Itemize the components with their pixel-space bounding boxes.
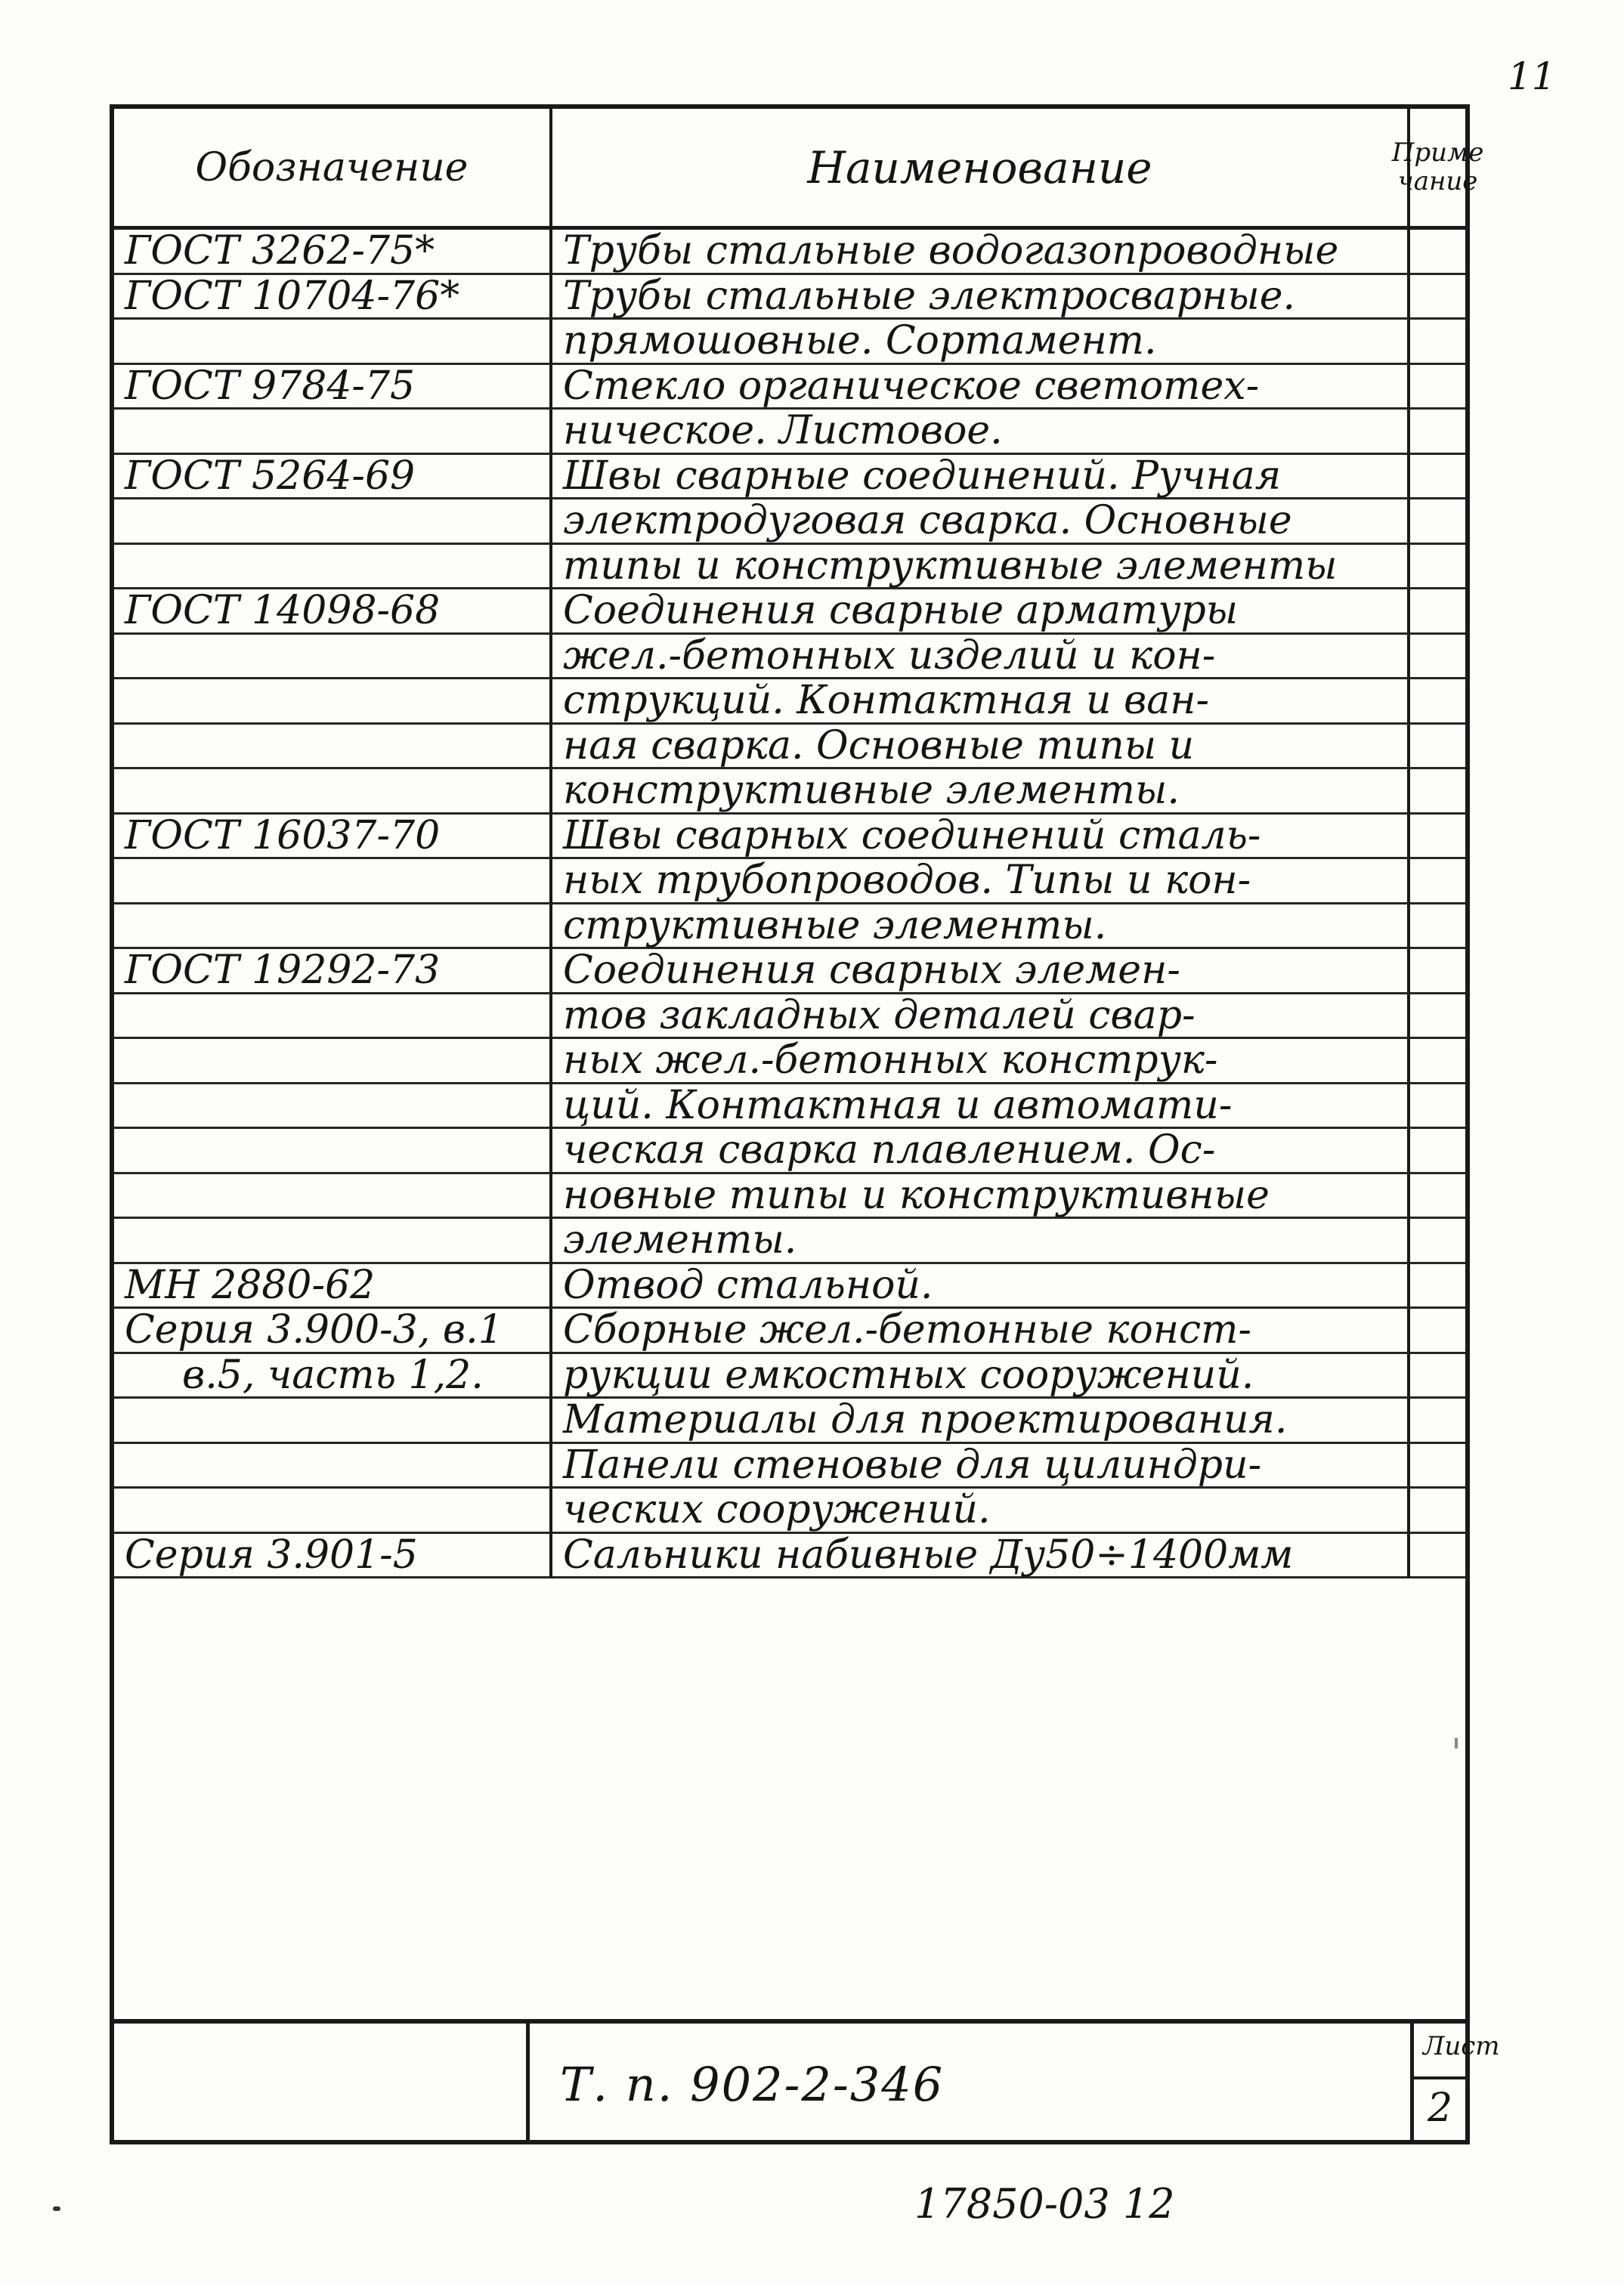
row-name: Сальники набивные Ду50÷1400мм [552, 1534, 1410, 1579]
row-designation: ГОСТ 5264-69 [114, 455, 552, 500]
row-note [1410, 859, 1465, 904]
row-designation [114, 1444, 552, 1489]
row-designation [114, 904, 552, 950]
row-designation [114, 1039, 552, 1084]
row-note [1410, 365, 1465, 410]
row-name: ных трубопроводов. Типы и кон- [552, 859, 1410, 904]
row-name: Сборные жел.-бетонные конст- [552, 1309, 1410, 1354]
row-designation: ГОСТ 16037-70 [114, 815, 552, 860]
row-designation [114, 545, 552, 590]
row-note [1410, 1264, 1465, 1309]
row-designation [114, 320, 552, 365]
row-note [1410, 1489, 1465, 1534]
row-note [1410, 1444, 1465, 1489]
row-designation [114, 1489, 552, 1534]
row-designation: ГОСТ 10704-76* [114, 275, 552, 320]
row-designation [114, 1219, 552, 1264]
row-designation: ГОСТ 9784-75 [114, 365, 552, 410]
row-name: Швы сварные соединений. Ручная [552, 455, 1410, 500]
header-note-line-2: чание [1397, 165, 1478, 196]
row-name: Трубы стальные водогазопроводные [552, 230, 1410, 275]
row-note [1410, 1174, 1465, 1220]
row-note [1410, 545, 1465, 590]
row-note [1410, 1534, 1465, 1579]
row-name: типы и конструктивные элементы [552, 545, 1410, 590]
header-name: Наименование [552, 109, 1410, 230]
row-designation [114, 1129, 552, 1174]
header-designation: Обозначение [114, 109, 552, 230]
scan-speck [53, 2206, 60, 2211]
row-note [1410, 1399, 1465, 1444]
specification-sheet [110, 104, 1500, 2144]
row-name: Соединения сварных элемен- [552, 949, 1410, 994]
row-name: рукции емкостных сооружений. [552, 1354, 1410, 1399]
row-note [1410, 1354, 1465, 1399]
row-designation [114, 410, 552, 455]
row-note [1410, 904, 1465, 950]
row-designation [114, 635, 552, 680]
row-name: струкций. Контактная и ван- [552, 679, 1410, 725]
row-designation [114, 994, 552, 1040]
row-name: структивные элементы. [552, 904, 1410, 950]
title-block [114, 2019, 1500, 2140]
row-name: ческая сварка плавлением. Ос- [552, 1129, 1410, 1174]
row-designation [114, 1174, 552, 1220]
row-note [1410, 815, 1465, 860]
sheet-number: 2 [1428, 2086, 1453, 2131]
row-designation: ГОСТ 19292-73 [114, 949, 552, 994]
row-name: Стекло органическое светотех- [552, 365, 1410, 410]
row-note [1410, 769, 1465, 815]
row-designation [114, 725, 552, 770]
row-note [1410, 1129, 1465, 1174]
row-note [1410, 1219, 1465, 1264]
row-name: электродуговая сварка. Основные [552, 499, 1410, 545]
row-name: ническое. Листовое. [552, 410, 1410, 455]
row-name: Панели стеновые для цилиндри- [552, 1444, 1410, 1489]
row-note [1410, 725, 1465, 770]
row-note [1410, 320, 1465, 365]
row-designation: в.5, часть 1,2. [114, 1354, 552, 1399]
header-note-line-1: Приме [1391, 138, 1484, 169]
row-name: конструктивные элементы. [552, 769, 1410, 815]
row-note [1410, 994, 1465, 1040]
row-note [1410, 499, 1465, 545]
row-name: тов закладных деталей свар- [552, 994, 1410, 1040]
row-designation: ГОСТ 14098-68 [114, 589, 552, 635]
row-designation [114, 1399, 552, 1444]
row-name: Трубы стальные электросварные. [552, 275, 1410, 320]
row-designation [114, 859, 552, 904]
row-name: Отвод стальной. [552, 1264, 1410, 1309]
row-designation [114, 499, 552, 545]
row-note [1410, 635, 1465, 680]
title-block-divider [1410, 2076, 1465, 2079]
row-name: жел.-бетонных изделий и кон- [552, 635, 1410, 680]
row-name: ций. Контактная и автомати- [552, 1084, 1410, 1130]
sheet-label: Лист [1423, 2031, 1500, 2061]
row-note [1410, 1084, 1465, 1130]
row-name: ческих сооружений. [552, 1489, 1410, 1534]
page-number: 11 [1508, 54, 1556, 98]
row-name: новные типы и конструктивные [552, 1174, 1410, 1220]
row-note [1410, 410, 1465, 455]
row-designation [114, 769, 552, 815]
row-designation: Серия 3.900-3, в.1 [114, 1309, 552, 1354]
row-note [1410, 679, 1465, 725]
row-designation: МН 2880-62 [114, 1264, 552, 1309]
row-name: Материалы для проектирования. [552, 1399, 1410, 1444]
row-name: прямошовные. Сортамент. [552, 320, 1410, 365]
row-note [1410, 1309, 1465, 1354]
scan-speck [1455, 1738, 1458, 1749]
header-note [1391, 109, 1484, 230]
row-designation [114, 679, 552, 725]
title-block-divider [1410, 2024, 1414, 2140]
row-name: элементы. [552, 1219, 1410, 1264]
row-name: ных жел.-бетонных конструк- [552, 1039, 1410, 1084]
title-block-divider [526, 2024, 530, 2140]
row-name: ная сварка. Основные типы и [552, 725, 1410, 770]
row-name: Швы сварных соединений сталь- [552, 815, 1410, 860]
reference-table [114, 109, 1484, 2118]
row-note [1410, 589, 1465, 635]
document-code: Т. п. 902-2-346 [560, 2057, 945, 2112]
archive-code: 17850-03 12 [914, 2180, 1175, 2228]
row-note [1410, 230, 1465, 275]
row-designation [114, 1084, 552, 1130]
row-note [1410, 1039, 1465, 1084]
row-note [1410, 275, 1465, 320]
row-designation: Серия 3.901-5 [114, 1534, 552, 1579]
row-designation: ГОСТ 3262-75* [114, 230, 552, 275]
row-name: Соединения сварные арматуры [552, 589, 1410, 635]
row-note [1410, 949, 1465, 994]
row-note [1410, 455, 1465, 500]
